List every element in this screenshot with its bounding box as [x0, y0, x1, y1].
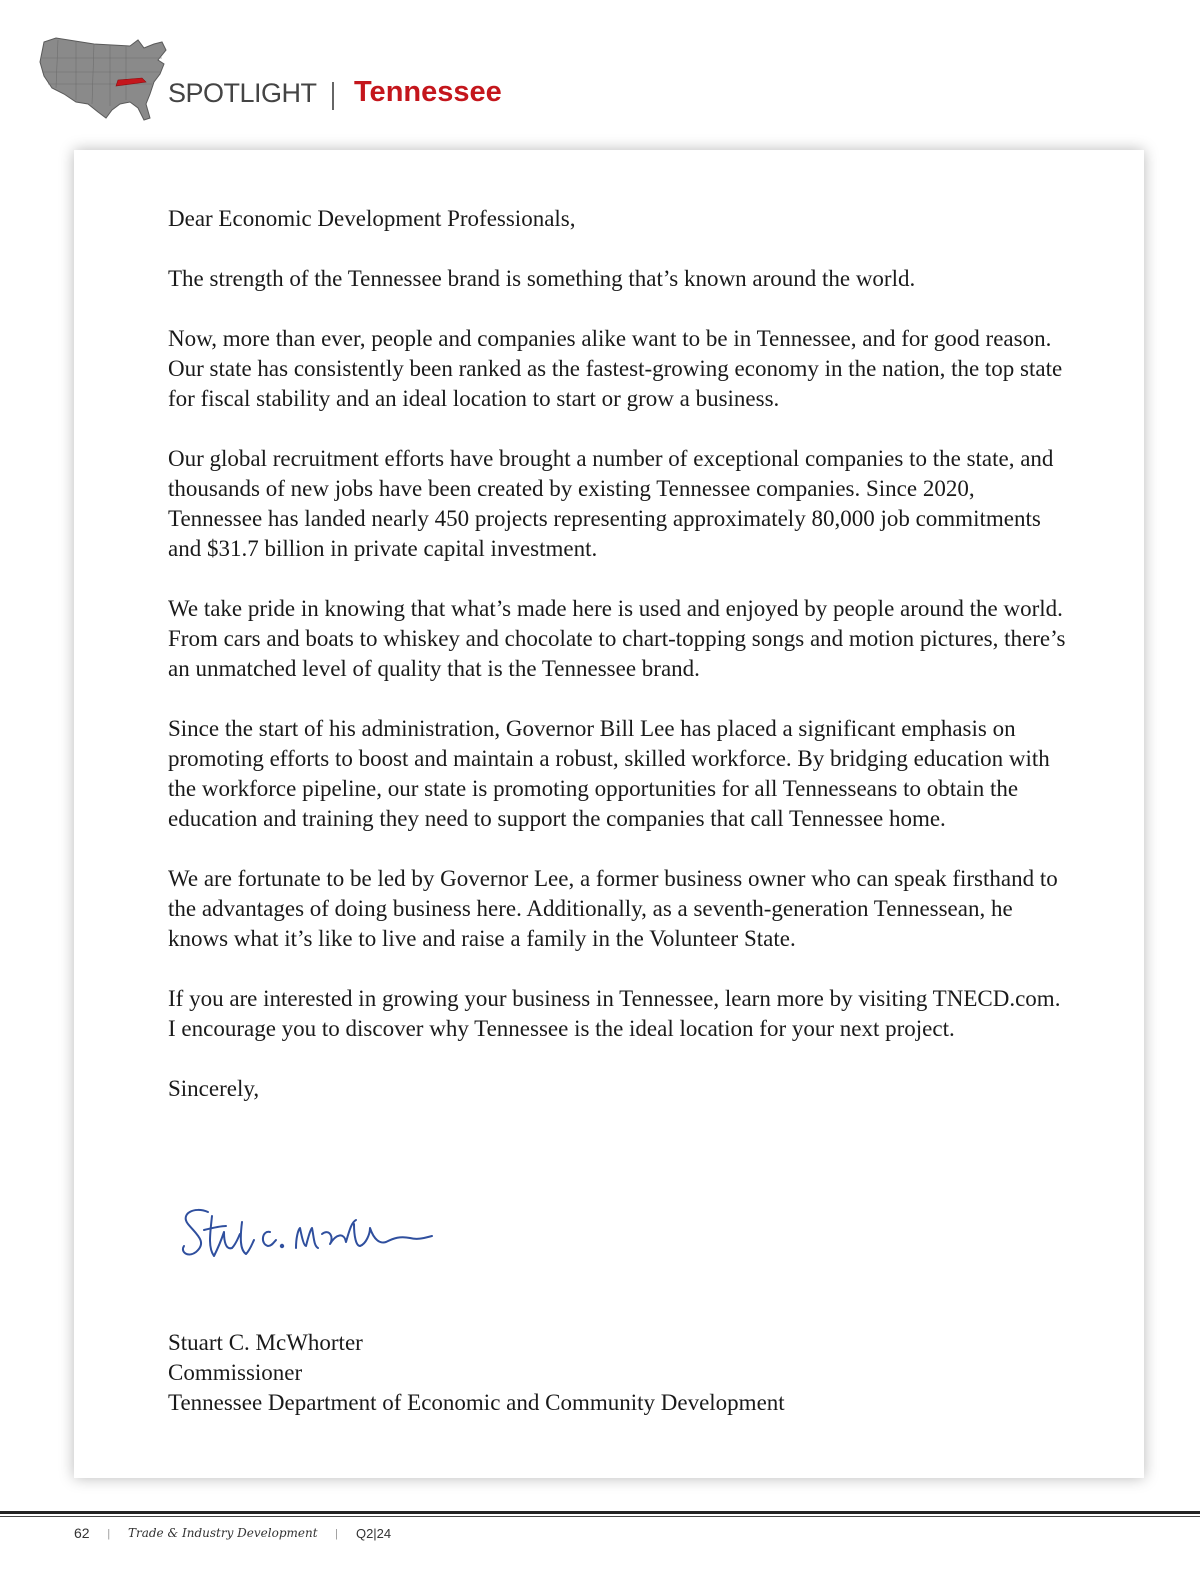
state-title: Tennessee [354, 76, 502, 108]
handwritten-signature [174, 1198, 434, 1278]
salutation: Dear Economic Development Professionals, [168, 206, 576, 231]
closing: Sincerely, [168, 1076, 260, 1101]
page-header [0, 0, 1200, 150]
letter-paragraph: The strength of the Tennessee brand is something that’s known around the world. [168, 266, 916, 291]
signer-organization: Tennessee Department of Economic and Community Development [168, 1390, 785, 1415]
issue-label: Q2|24 [355, 1525, 392, 1541]
letter-card [74, 150, 1144, 1478]
section-label: SPOTLIGHT [168, 78, 317, 108]
page-number: 62 [74, 1525, 90, 1541]
publication-name: Trade & Industry Development [127, 1526, 318, 1540]
letter-paragraph: Now, more than ever, people and companies alike want to be in Tennessee, and for good reason. Our state has consistently been ranked as the fastest-growing economy in the nation, the top state for fiscal stability and an ideal location to start or grow a business. [168, 326, 1063, 411]
letter-paragraph: If you are interested in growing your business in Tennessee, learn more by visiting TNECD.com. I encourage you to discover why Tennessee is the ideal location for your next project. [168, 986, 1061, 1041]
footer-rule-thin [0, 1516, 1200, 1517]
footer-divider: | [107, 1525, 110, 1540]
signature-block [168, 1328, 1068, 1418]
letter-body [168, 204, 1068, 1134]
signer-title: Commissioner [168, 1360, 303, 1385]
letter-paragraph: Since the start of his administration, Governor Bill Lee has placed a significant emphasis on promoting efforts to boost and maintain a robust, skilled workforce. By bridging education with the workforce pipeline, our state is promoting opportunities for all Tennesseans to obtain the education and training they need to support the companies that call Tennessee home. [168, 716, 1050, 831]
letter-paragraph: Our global recruitment efforts have brought a number of exceptional companies to the state, and thousands of new jobs have been created by existing Tennessee companies. Since 2020, Tennessee has landed nearly 450 projects representing approximately 80,000 job commitments and $31.7 billion in private capital investment. [168, 446, 1054, 561]
letter-paragraph: We are fortunate to be led by Governor Lee, a former business owner who can speak firsthand to the advantages of doing business here. Additionally, as a seventh-generation Tennessean, he knows what it’s like to live and raise a family in the Volunteer State. [168, 866, 1058, 951]
header-divider [332, 82, 334, 110]
signer-name: Stuart C. McWhorter [168, 1330, 363, 1355]
letter-paragraph: We take pride in knowing that what’s made here is used and enjoyed by people around the world. From cars and boats to whiskey and chocolate to chart-topping songs and motion pictures, there’s an unmatched level of quality that is the Tennessee brand. [168, 596, 1066, 681]
footer-rule [0, 1511, 1200, 1514]
page-footer [74, 1523, 391, 1543]
us-map-icon [34, 34, 174, 126]
footer-divider: | [335, 1525, 338, 1540]
